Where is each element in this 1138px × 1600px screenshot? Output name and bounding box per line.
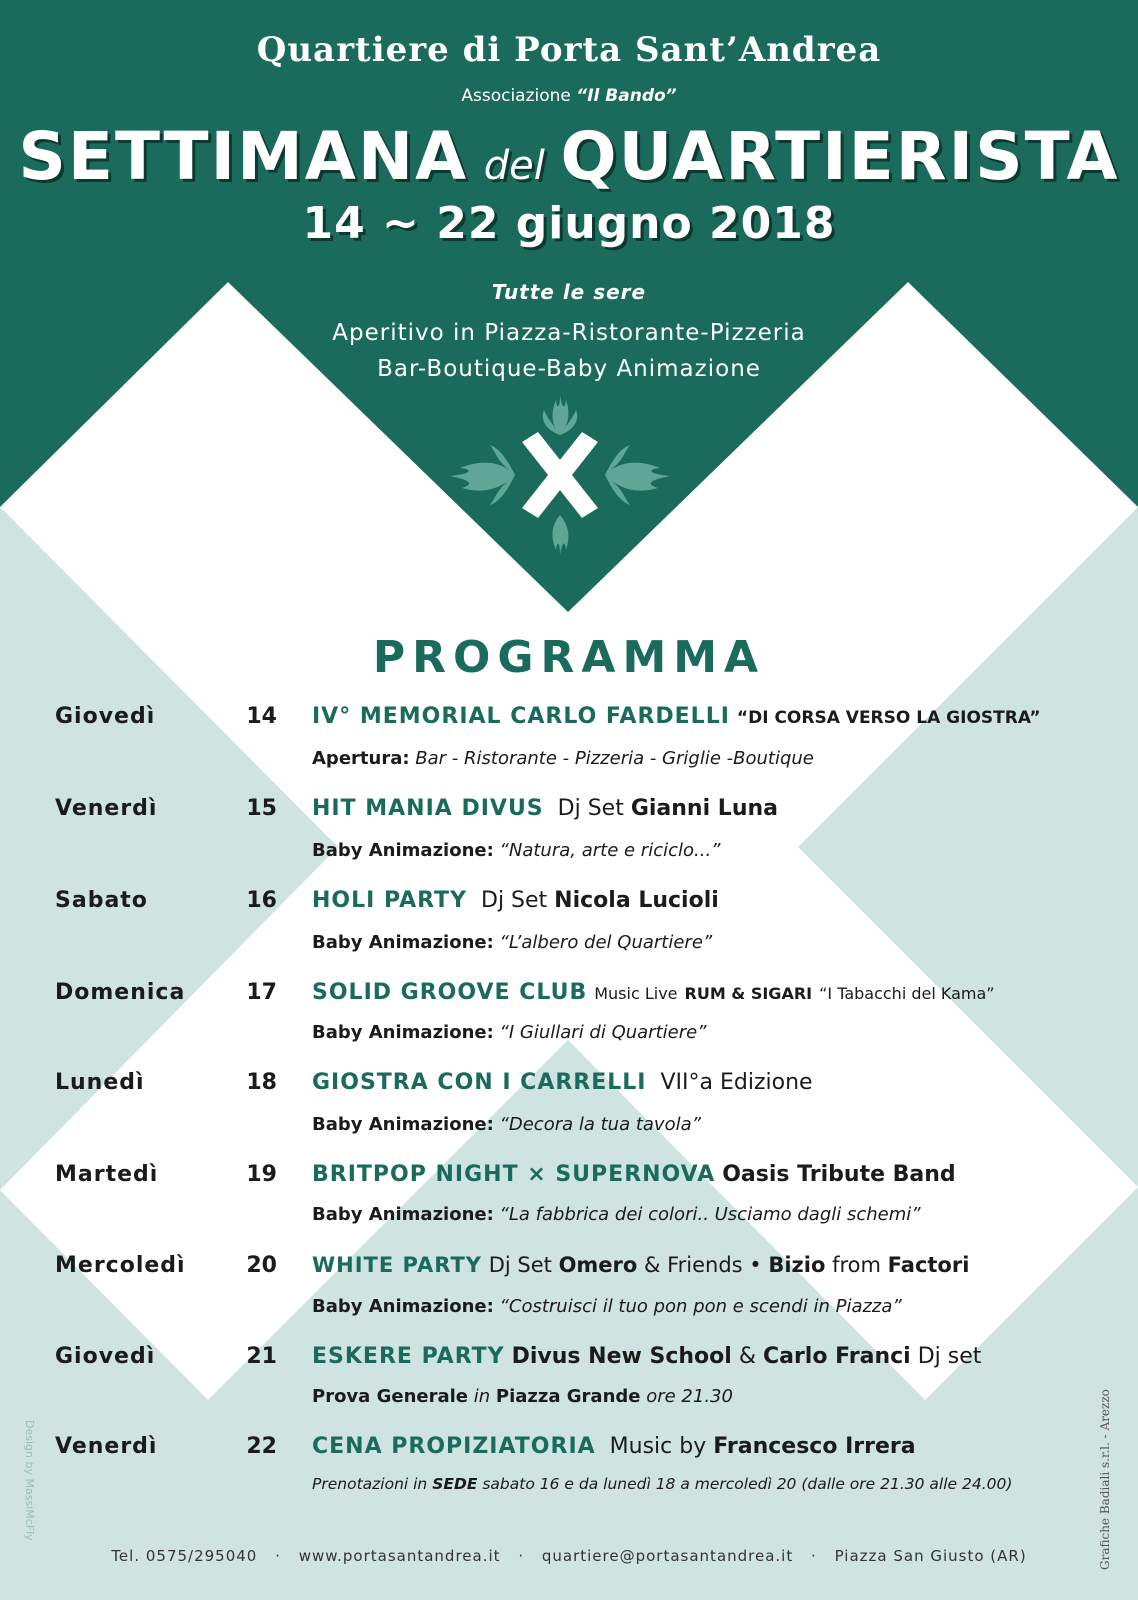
quarter-name: Quartiere di Porta Sant’Andrea xyxy=(256,30,882,70)
event-bold: Francesco Irrera xyxy=(713,1434,916,1459)
event-bold: Divus New School xyxy=(511,1344,732,1369)
event-name: IV° MEMORIAL CARLO FARDELLI xyxy=(312,704,730,729)
detail-text: “Decora la tua tavola” xyxy=(499,1114,701,1135)
note-bold: SEDE xyxy=(432,1475,478,1493)
detail-label: Baby Animazione: xyxy=(312,1204,494,1225)
detail-label: Baby Animazione: xyxy=(312,932,494,953)
event-name: BRITPOP NIGHT × SUPERNOVA xyxy=(312,1162,716,1187)
event-line xyxy=(312,704,1041,729)
quarter-emblem-icon xyxy=(440,390,680,560)
event-plain: Music by xyxy=(609,1434,707,1459)
detail-label: Baby Animazione: xyxy=(312,1296,494,1317)
detail-bold: Piazza Grande xyxy=(495,1386,641,1407)
association-line xyxy=(0,86,1138,106)
day-date: 15 xyxy=(246,796,277,821)
event-detail xyxy=(312,1296,902,1317)
event-bold-2: Bizio xyxy=(768,1253,826,1277)
event-bold: Omero xyxy=(558,1253,638,1277)
event-plain: Dj Set xyxy=(481,888,548,913)
detail-text: “L’albero del Quartiere” xyxy=(499,932,713,953)
detail-text: “Costruisci il tuo pon pon e scendi in Piazza” xyxy=(499,1296,902,1317)
design-credit: Design by MassiMcFly xyxy=(23,1420,36,1541)
footer-address: Piazza San Giusto (AR) xyxy=(834,1547,1027,1565)
detail-label: Baby Animazione: xyxy=(312,840,494,861)
detail-text: “Natura, arte e riciclo...” xyxy=(499,840,721,861)
day-name: Giovedì xyxy=(55,1344,156,1369)
event-plain: Dj Set xyxy=(557,796,624,821)
footer-separator: · xyxy=(811,1547,817,1565)
day-name: Giovedì xyxy=(55,704,156,729)
reservation-note xyxy=(312,1475,1012,1493)
event-line xyxy=(312,980,995,1005)
event-name: HIT MANIA DIVUS xyxy=(312,796,544,821)
event-plain: VII°a Edizione xyxy=(660,1070,813,1095)
every-evening-label: Tutte le sere xyxy=(491,280,647,304)
footer-separator: · xyxy=(275,1547,281,1565)
footer-separator: · xyxy=(518,1547,525,1565)
services-line-2: Bar-Boutique-Baby Animazione xyxy=(377,356,761,382)
day-name: Venerdì xyxy=(55,796,158,821)
day-name: Mercoledì xyxy=(55,1253,186,1278)
event-detail xyxy=(312,1022,707,1043)
event-title-part1: SETTIMANA xyxy=(18,118,469,195)
event-line xyxy=(312,1253,969,1277)
detail-mid: in xyxy=(473,1386,491,1407)
footer xyxy=(0,1547,1138,1565)
event-title xyxy=(0,118,1138,195)
detail-label: Baby Animazione: xyxy=(312,1022,494,1043)
association-prefix: Associazione xyxy=(461,86,571,106)
detail-text: “I Giullari di Quartiere” xyxy=(499,1022,707,1043)
note-suffix: sabato 16 e da lunedì 18 a mercoledì 20 (dalle ore 21.30 alle 24.00) xyxy=(482,1475,1013,1493)
event-plain-2: Dj set xyxy=(917,1344,982,1369)
event-title-part2: del xyxy=(483,143,545,189)
event-dates: 14 ~ 22 giugno 2018 xyxy=(302,198,836,249)
day-date: 16 xyxy=(246,888,277,913)
event-plain: Dj Set xyxy=(488,1253,552,1277)
event-bold: Oasis Tribute Band xyxy=(722,1162,956,1187)
day-date: 14 xyxy=(246,704,277,729)
day-date: 22 xyxy=(246,1434,277,1459)
note-prefix: Prenotazioni in xyxy=(312,1475,428,1493)
event-detail xyxy=(312,932,712,953)
event-plain: & xyxy=(738,1344,756,1369)
day-name: Sabato xyxy=(55,888,148,913)
printer-credit: Grafiche Badiali s.r.l. - Arezzo xyxy=(1098,1389,1112,1570)
event-detail xyxy=(312,1114,701,1135)
day-name: Domenica xyxy=(55,980,186,1005)
event-plain-2: & Friends • xyxy=(644,1253,762,1277)
event-name: WHITE PARTY xyxy=(312,1253,483,1277)
day-date: 20 xyxy=(246,1253,277,1278)
detail-text: “La fabbrica dei colori.. Usciamo dagli schemi” xyxy=(499,1204,921,1225)
day-date: 21 xyxy=(246,1344,277,1369)
event-bold-3: Factori xyxy=(887,1253,970,1277)
event-line xyxy=(312,1434,916,1459)
event-extra: “DI CORSA VERSO LA GIOSTRA” xyxy=(736,708,1041,728)
event-small-2: “I Tabacchi del Kama” xyxy=(819,984,995,1003)
day-date: 17 xyxy=(246,980,277,1005)
footer-phone: Tel. 0575/295040 xyxy=(111,1547,258,1565)
event-line xyxy=(312,796,778,821)
services-line-1: Aperitivo in Piazza-Ristorante-Pizzeria xyxy=(332,320,806,346)
event-title-part3: QUARTIERISTA xyxy=(560,118,1120,195)
event-name: HOLI PARTY xyxy=(312,888,467,913)
event-line xyxy=(312,888,719,913)
event-name: ESKERE PARTY xyxy=(312,1344,505,1369)
event-bold-2: Carlo Franci xyxy=(762,1344,911,1369)
event-name: GIOSTRA CON I CARRELLI xyxy=(312,1070,647,1095)
event-name: CENA PROPIZIATORIA xyxy=(312,1434,596,1459)
detail-label: Prova Generale xyxy=(312,1386,468,1407)
event-bold: Gianni Luna xyxy=(630,796,778,821)
event-line xyxy=(312,1162,956,1187)
event-small: Music Live xyxy=(594,984,678,1003)
day-date: 18 xyxy=(246,1070,277,1095)
day-date: 19 xyxy=(246,1162,277,1187)
event-detail xyxy=(312,1386,733,1407)
day-name: Martedì xyxy=(55,1162,159,1187)
day-name: Venerdì xyxy=(55,1434,158,1459)
event-line xyxy=(312,1344,981,1369)
event-detail xyxy=(312,748,814,769)
event-line xyxy=(312,1070,813,1095)
detail-label: Baby Animazione: xyxy=(312,1114,494,1135)
day-name: Lunedì xyxy=(55,1070,145,1095)
event-detail xyxy=(312,1204,921,1225)
footer-email[interactable]: quartiere@portasantandrea.it xyxy=(541,1547,794,1565)
detail-label: Apertura: xyxy=(312,748,410,769)
event-bold: Nicola Lucioli xyxy=(554,888,719,913)
footer-website[interactable]: www.portasantandrea.it xyxy=(298,1547,501,1565)
association-name: “Il Bando” xyxy=(576,86,677,106)
event-plain-3: from xyxy=(832,1253,881,1277)
event-detail xyxy=(312,840,721,861)
detail-text: ore 21.30 xyxy=(646,1386,733,1407)
event-name: SOLID GROOVE CLUB xyxy=(312,980,588,1005)
event-bold: RUM & SIGARI xyxy=(684,984,813,1003)
detail-text: Bar - Ristorante - Pizzeria - Griglie -Boutique xyxy=(415,748,814,769)
program-title: PROGRAMMA xyxy=(372,632,766,683)
